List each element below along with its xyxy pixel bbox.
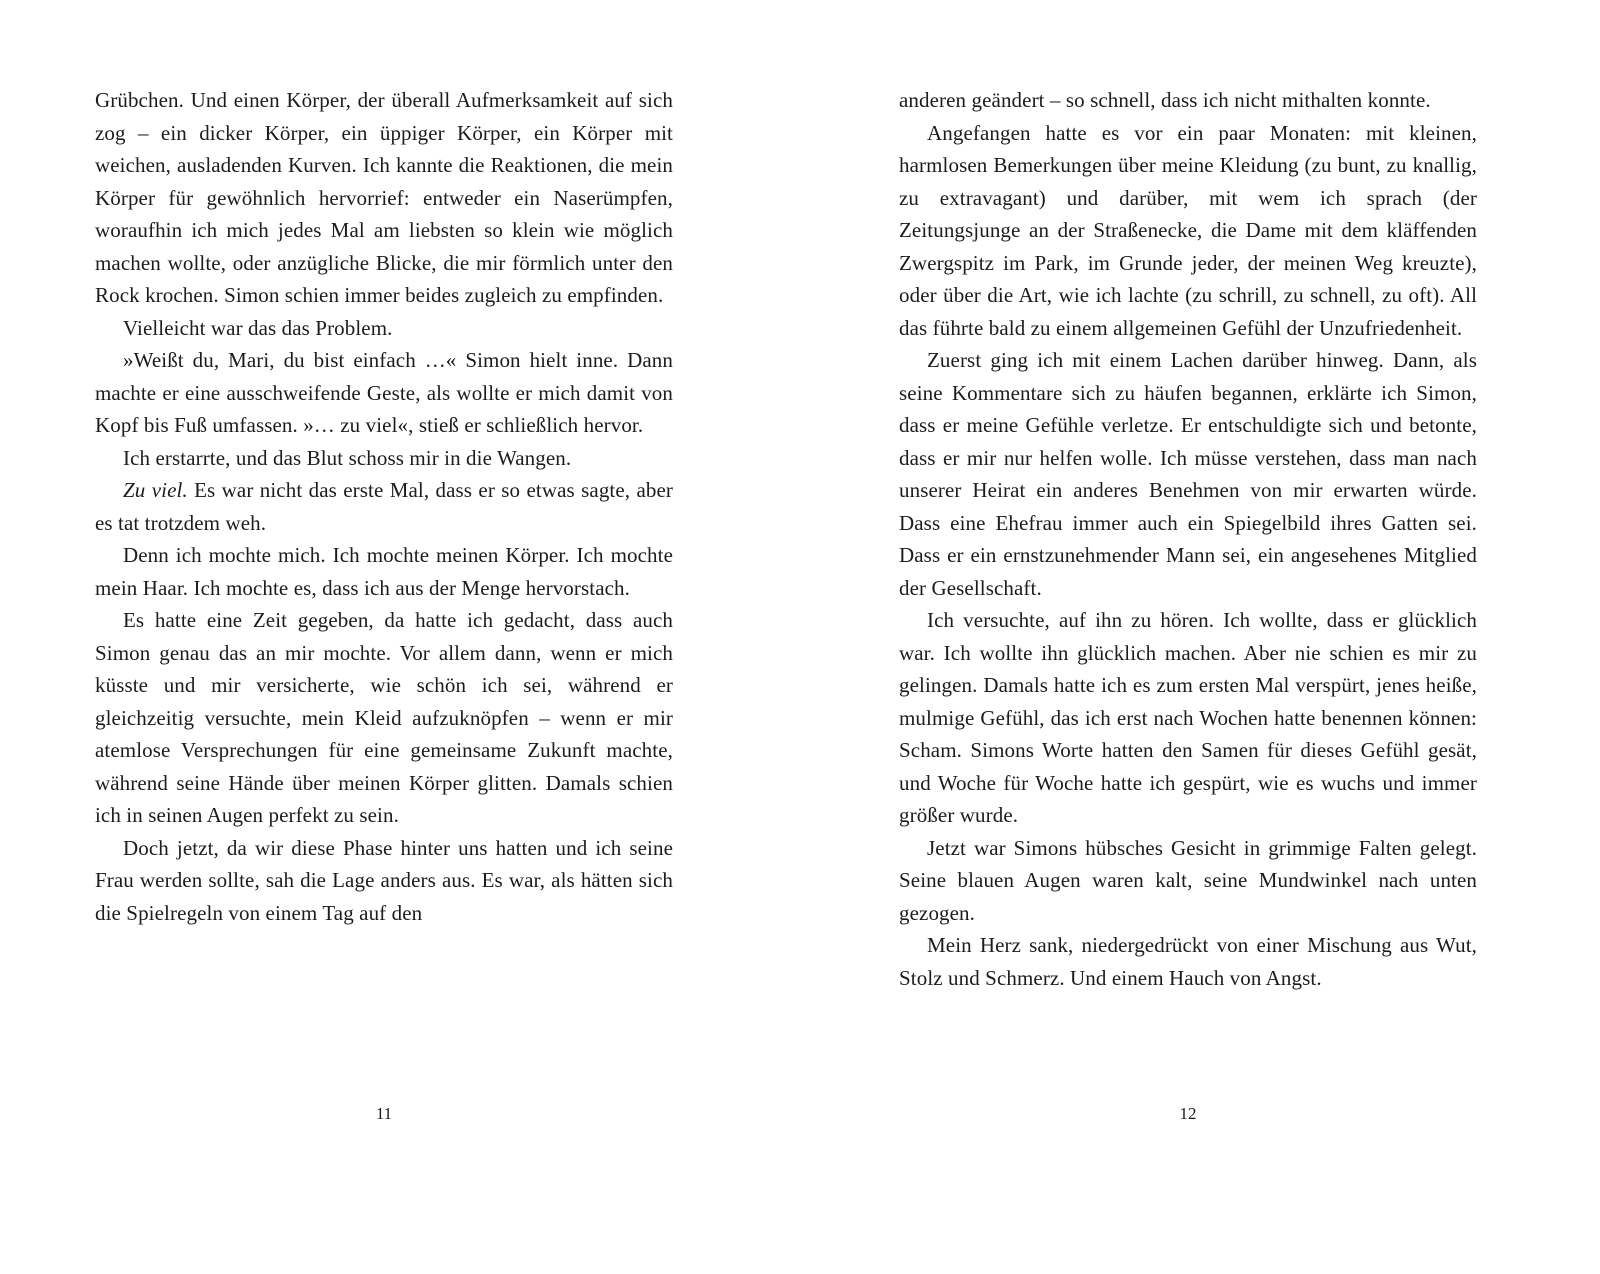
text-run: Doch jetzt, da wir diese Phase hinter uns hatten und ich seine Frau werden sollte, sah die Lage anders aus. Es war, als hätten sich die Spielregeln von einem Tag auf den (95, 835, 673, 925)
paragraph (899, 604, 1477, 832)
text-run: Zuerst ging ich mit einem Lachen darüber hinweg. Dann, als seine Kommentare sich zu häufen begannen, erklärte ich Simon, dass er meine Gefühle verletze. Er entschuldigte sich und betonte, dass er mir nur helfen wolle. Ich müsse verstehen, dass man nach unserer Heirat ein anderes Benehmen von mir erwarten würde. Dass eine Ehefrau immer auch ein Spiegelbild ihres Gatten sei. Dass er ein ernstzunehmender Mann sei, ein angesehenes Mitglied der Gesellschaft. (899, 348, 1477, 600)
paragraph (95, 442, 673, 475)
page-left-number: 11 (375, 1104, 393, 1123)
page-right (899, 0, 1477, 1274)
paragraph (95, 84, 673, 312)
text-run: Vielleicht war das das Problem. (123, 315, 393, 340)
paragraph (95, 539, 673, 604)
paragraph (95, 312, 673, 345)
text-run: Jetzt war Simons hübsches Gesicht in grimmige Falten gelegt. Seine blauen Augen waren kalt, seine Mundwinkel nach unten gezogen. (899, 835, 1477, 925)
text-run: Denn ich mochte mich. Ich mochte meinen Körper. Ich mochte mein Haar. Ich mochte es, dass ich aus der Menge hervorstach. (95, 543, 673, 600)
paragraph (95, 604, 673, 832)
italic-text-run: Zu viel. (123, 478, 188, 502)
text-run: Es war nicht das erste Mal, dass er so etwas sagte, aber es tat trotzdem weh. (95, 478, 673, 535)
page-right-number: 12 (1179, 1104, 1197, 1123)
paragraph (899, 84, 1477, 117)
text-run: Ich versuchte, auf ihn zu hören. Ich wollte, dass er glücklich war. Ich wollte ihn glücklich machen. Aber nie schien es mir zu gelingen. Damals hatte ich es zum ersten Mal verspürt, jenes heiße, mulmige Gefühl, das ich erst nach Wochen hatte benennen können: Scham. Simons Worte hatten den Samen für dieses Gefühl gesät, und Woche für Woche hatte ich gespürt, wie es wuchs und immer größer wurde. (899, 608, 1477, 827)
text-run: Es hatte eine Zeit gegeben, da hatte ich gedacht, dass auch Simon genau das an mir mochte. Vor allem dann, wenn er mich küsste und mir versicherte, wie schön ich sei, während er gleichzeitig versuchte, mein Kleid aufzuknöpfen – wenn er mir atemlose Versprechungen für eine gemeinsame Zukunft machte, während seine Hände über meinen Körper glitten. Damals schien ich in seinen Augen perfekt zu sein. (95, 608, 673, 827)
paragraph (899, 832, 1477, 930)
text-run: Angefangen hatte es vor ein paar Monaten: mit kleinen, harmlosen Bemerkungen über meine Kleidung (zu bunt, zu knallig, zu extravagant) und darüber, mit wem ich sprach (der Zeitungsjunge an der Straßenecke, die Dame mit dem kläffenden Zwergspitz im Park, im Grunde jeder, der meinen Weg kreuzte), oder über die Art, wie ich lachte (zu schrill, zu schnell, zu oft). All das führte bald zu einem allgemeinen Gefühl der Unzufriedenheit. (899, 120, 1477, 340)
paragraph (95, 344, 673, 442)
text-run: Grübchen. Und einen Körper, der überall Aufmerksamkeit auf sich zog – ein dicker Körper, ein üppiger Körper, ein Körper mit weichen, ausladenden Kurven. Ich kannte die Reaktionen, die mein Körper für gewöhnlich hervorrief: entweder ein Naserümpfen, woraufhin ich mich jedes Mal am liebsten so klein wie möglich machen wollte, oder anzügliche Blicke, die mir förmlich unter den Rock krochen. Simon schien immer beides zugleich zu empfinden. (95, 88, 673, 307)
paragraph (899, 117, 1477, 345)
page-left (95, 0, 673, 1274)
text-run: anderen geändert – so schnell, dass ich nicht mithalten konnte. (899, 88, 1431, 112)
page-left-text (95, 0, 673, 929)
paragraph (95, 832, 673, 930)
text-run: Ich erstarrte, und das Blut schoss mir in die Wangen. (123, 445, 572, 470)
paragraph (899, 344, 1477, 604)
page-right-text (899, 0, 1477, 994)
text-run: Mein Herz sank, niedergedrückt von einer Mischung aus Wut, Stolz und Schmerz. Und einem Hauch von Angst. (899, 933, 1477, 990)
paragraph (899, 929, 1477, 994)
text-run: »Weißt du, Mari, du bist einfach …« Simon hielt inne. Dann machte er eine ausschweifende Geste, als wollte er mich damit von Kopf bis Fuß umfassen. »… zu viel«, stieß er schließlich hervor. (95, 348, 673, 437)
paragraph (95, 474, 673, 539)
